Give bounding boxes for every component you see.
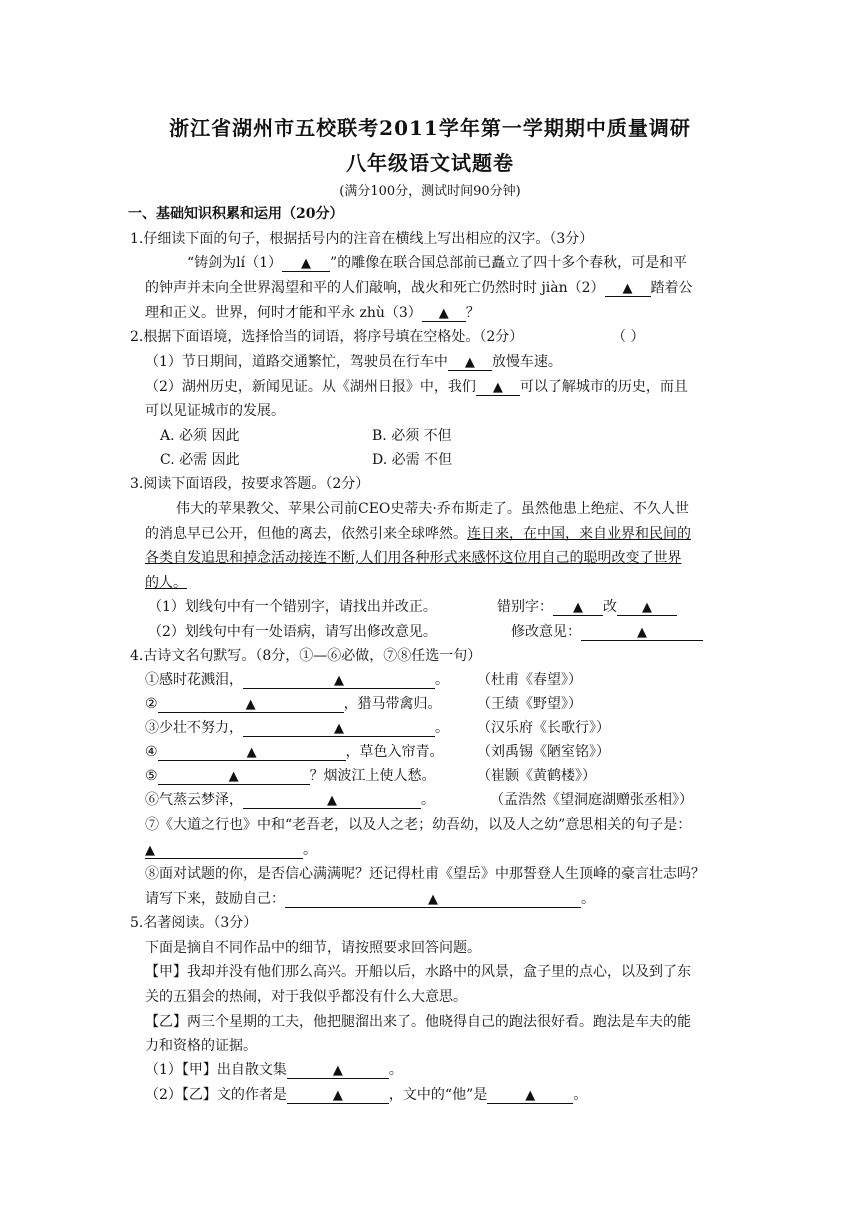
poem-source-3: （汉乐府《长歌行》） [477,720,610,736]
q5-excerpt-yi-1: 【乙】两三个星期的工夫，他把腿溜出来了。他晓得自己的跑法很好看。跑法是车夫的能 [145,1014,691,1030]
poem-line-1: ①感时花溅泪， ▲ 。 [145,672,449,688]
q2-answer-paren[interactable]: （ ） [612,329,645,345]
answer-blank[interactable]: ▲ [243,671,435,689]
q3-subq2: （2）划线句中有一处语病，请写出修改意见。 [148,624,437,640]
poem-source-5: （崔颢《黄鹤楼》） [477,768,596,784]
q5-intro: 下面是摘自不同作品中的细节，请按照要求回答问题。 [145,940,481,956]
q5-excerpt-jia-1: 【甲】我却并没有他们那么高兴。开船以后，水路中的风景，盒子里的点心，以及到了东 [145,964,691,980]
answer-blank[interactable]: ▲ [243,719,435,737]
poem-line-2: ② ▲ ，猎马带禽归。 [145,696,442,712]
q3-passage-line3: 各类自发追思和掉念活动接连不断,人们用各种形式来感怀这位用自己的聪明改变了世界 [145,550,682,566]
q5-subq1: （1）【甲】出自散文集 ▲ 。 [145,1062,403,1078]
q3-subq1: （1）划线句中有一个错别字，请找出并改正。 [148,599,437,615]
q3-passage-line4: 的人。 [145,575,187,591]
q2-sentence2: （2）湖州历史，新闻见证。从《湖州日报》中，我们 ▲ 可以了解城市的历史，而且 [145,379,688,395]
q4-item8: ⑧面对试题的你，是否信心满满呢？还记得杜甫《望岳》中那誓登人生顶峰的豪言壮志吗？ [145,866,705,882]
wrong-char-blank[interactable]: ▲ [553,598,603,616]
exam-title: 浙江省湖州市五校联考2011学年第一学期期中质量调研 [169,116,691,140]
underlined-sentence: 连日来，在中国，来自业界和民间的 [467,526,691,542]
section-heading: 一、基础知识积累和运用（20分） [128,206,344,222]
q3-subq1-answer: 错别字： ▲ 改 ▲ [497,597,677,617]
poem-source-1: （杜甫《春望》） [477,672,582,688]
q4-item8-answer: 请写下来，鼓励自己： ▲ 。 [145,891,595,907]
q4-stem: 4.古诗文名句默写。（8分，①—⑥必做，⑦⑧任选一句） [130,648,482,664]
poem-source-2: （王绩《野望》） [477,696,582,712]
answer-blank[interactable]: ▲ [145,841,303,859]
option-d: D. 必需 不但 [372,452,453,468]
correct-char-blank[interactable]: ▲ [617,598,677,616]
exam-info: (满分100分，测试时间90分钟) [339,184,521,199]
q3-stem: 3.阅读下面语段，按要求答题。（2分） [130,476,370,492]
q4-item7-answer: ▲ 。 [145,842,317,858]
q5-subq2: （2）【乙】文的作者是 ▲ ，文中的“他”是 ▲ 。 [145,1087,588,1103]
answer-blank[interactable]: ▲ [158,767,310,785]
answer-blank[interactable]: ▲ [422,304,466,322]
q3-subq2-answer: 修改意见： ▲ [511,622,703,642]
q5-stem: 5.名著阅读。（3分） [130,915,258,931]
q1-line3: 理和正义。世界，何时才能和平永 zhù（3） ▲ ？ [145,305,480,321]
answer-blank[interactable]: ▲ [287,1061,389,1079]
answer-blank[interactable]: ▲ [285,890,581,908]
answer-blank[interactable]: ▲ [282,254,330,272]
q5-excerpt-yi-2: 力和资格的证据。 [145,1038,257,1054]
character-blank[interactable]: ▲ [487,1086,573,1104]
answer-blank[interactable]: ▲ [243,791,421,809]
exam-subtitle: 八年级语文试题卷 [346,151,514,175]
q3-passage-line2: 的消息早已公开，但他的离去，依然引来全球哗然。连日来，在中国，来自业界和民间的 [145,526,691,542]
q2-sentence2-cont: 可以见证城市的发展。 [145,403,285,419]
revision-blank[interactable]: ▲ [581,623,703,641]
q1-line2: 的钟声并未向全世界渴望和平的人们敲响，战火和死亡仍然时时 jiàn（2） ▲ 踏着公 [145,280,693,296]
author-blank[interactable]: ▲ [287,1086,389,1104]
q4-item7: ⑦《大道之行也》中和“老吾老，以及人之老；幼吾幼，以及人之幼”意思相关的句子是： [145,817,692,833]
q1-line1: “铸剑为lí（1） ▲ ”的雕像在联合国总部前已矗立了四十多个春秋，可是和平 [187,255,688,271]
q5-excerpt-jia-2: 关的五猖会的热闹，对于我似乎都没有什么大意思。 [145,989,467,1005]
poem-line-6: ⑥气蒸云梦泽， ▲ 。 [145,792,435,808]
option-b: B. 必须 不但 [372,428,452,444]
q2-stem: 2.根据下面语境，选择恰当的词语，将序号填在空格处。（2分） [130,329,524,345]
poem-line-4: ④ ▲ ，草色入帘青。 [145,744,444,760]
poem-source-6: （孟浩然《望洞庭湖赠张丞相》） [490,792,693,808]
answer-blank[interactable]: ▲ [476,378,520,396]
poem-source-4: （刘禹锡《陋室铭》） [477,744,610,760]
q1-stem: 1.仔细读下面的句子，根据括号内的注音在横线上写出相应的汉字。（3分） [130,231,594,247]
q2-sentence1: （1）节日期间，道路交通繁忙，驾驶员在行车中 ▲ 放慢车速。 [145,354,562,370]
option-a: A. 必须 因此 [160,428,240,444]
answer-blank[interactable]: ▲ [158,743,346,761]
answer-blank[interactable]: ▲ [158,695,344,713]
q3-passage-line1: 伟大的苹果教父、苹果公司前CEO史蒂夫·乔布斯走了。虽然他患上绝症、不久人世 [176,501,689,517]
answer-blank[interactable]: ▲ [448,353,492,371]
poem-line-3: ③少壮不努力， ▲ 。 [145,720,449,736]
poem-line-5: ⑤ ▲ ？烟波江上使人愁。 [145,768,436,784]
option-c: C. 必需 因此 [160,452,240,468]
answer-blank[interactable]: ▲ [605,279,651,297]
